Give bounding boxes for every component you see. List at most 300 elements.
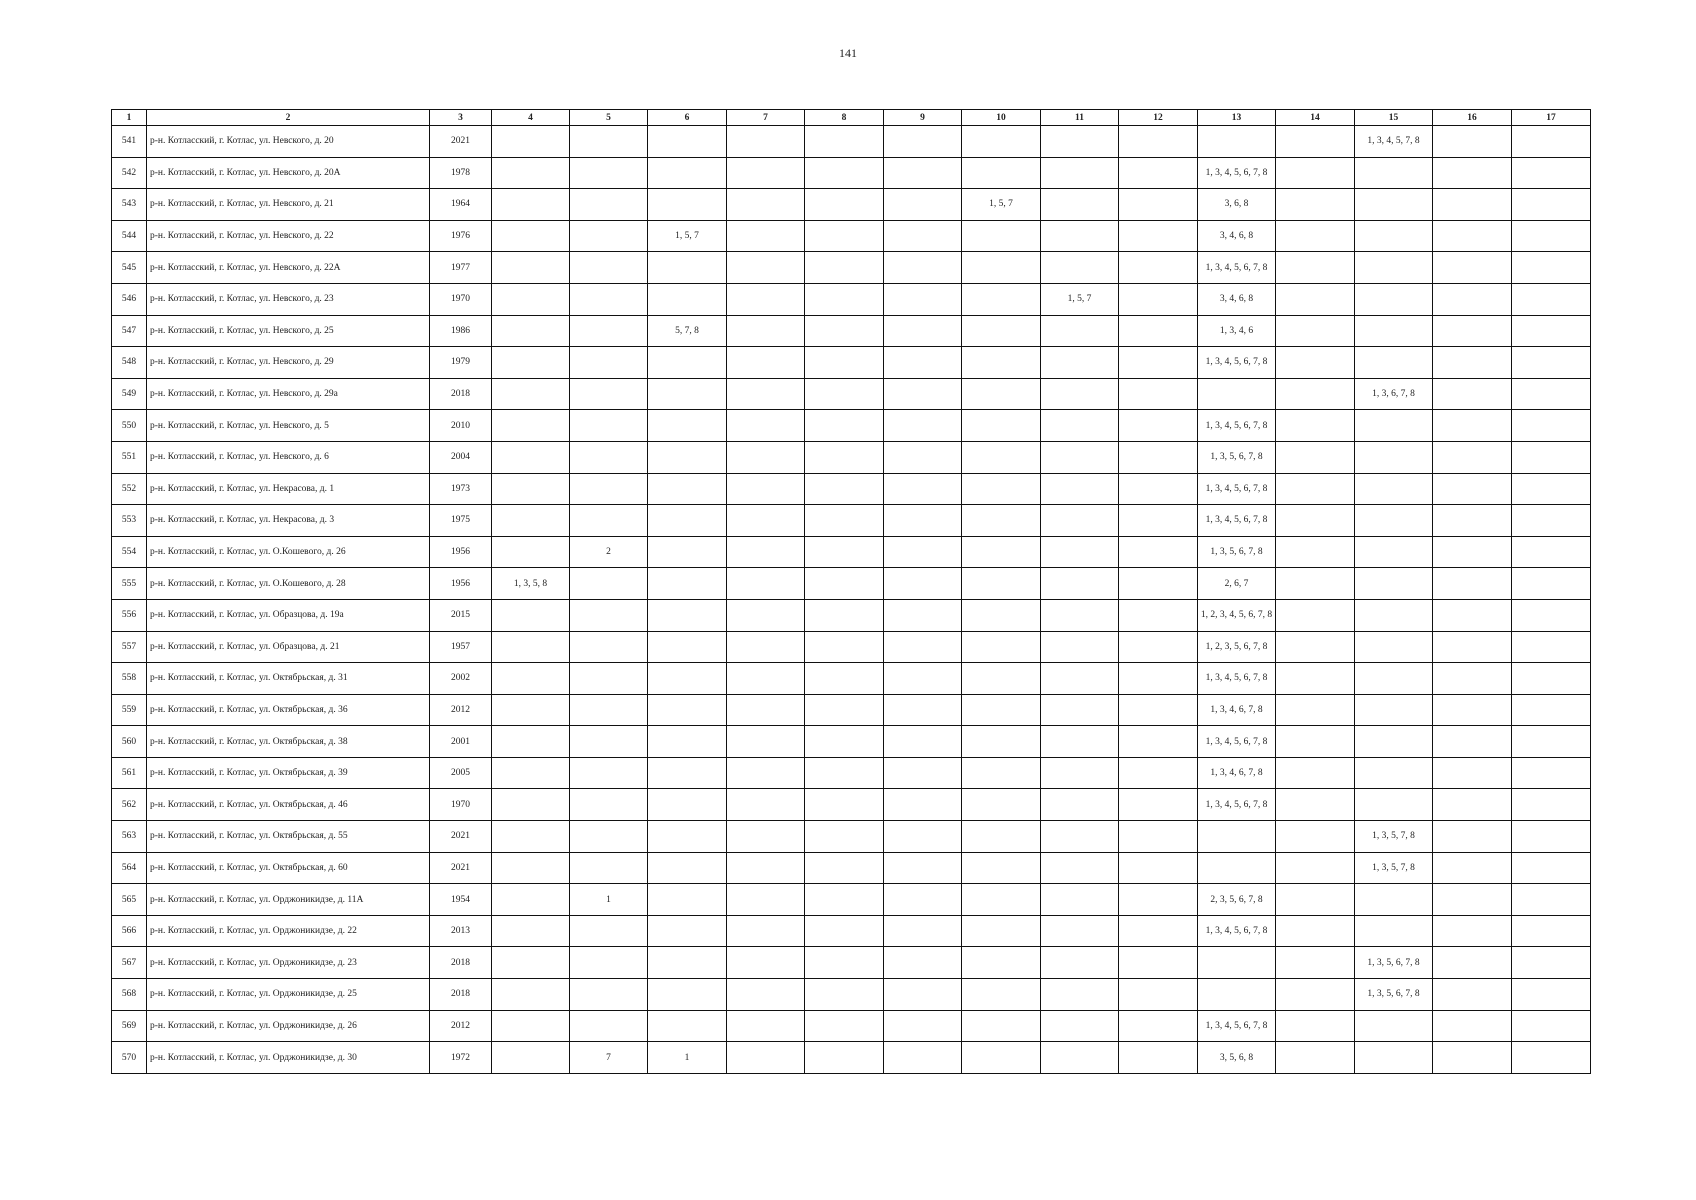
table-cell bbox=[1119, 1010, 1198, 1042]
table-cell bbox=[1433, 947, 1512, 979]
table-cell bbox=[1433, 915, 1512, 947]
column-header-17: 17 bbox=[1512, 110, 1591, 126]
table-cell bbox=[962, 157, 1041, 189]
table-cell bbox=[570, 157, 648, 189]
table-cell bbox=[1512, 631, 1591, 663]
year-cell: 2004 bbox=[430, 441, 492, 473]
table-cell bbox=[1041, 347, 1119, 379]
table-cell bbox=[727, 220, 805, 252]
table-cell bbox=[1276, 441, 1355, 473]
table-row bbox=[112, 410, 1591, 442]
table-cell bbox=[727, 410, 805, 442]
table-cell: 1, 5, 7 bbox=[1041, 283, 1119, 315]
table-cell bbox=[570, 979, 648, 1011]
table-cell bbox=[1276, 347, 1355, 379]
table-cell bbox=[1355, 505, 1433, 537]
table-cell bbox=[1119, 694, 1198, 726]
address-cell: р-н. Котласский, г. Котлас, ул. Орджоникидзе, д. 22 bbox=[147, 915, 430, 947]
table-cell bbox=[1041, 884, 1119, 916]
table-cell bbox=[1041, 1042, 1119, 1074]
table-cell bbox=[962, 536, 1041, 568]
table-cell bbox=[570, 631, 648, 663]
column-header-6: 6 bbox=[648, 110, 727, 126]
address-cell: р-н. Котласский, г. Котлас, ул. Образцова, д. 19а bbox=[147, 599, 430, 631]
table-row bbox=[112, 631, 1591, 663]
year-cell: 2021 bbox=[430, 126, 492, 158]
table-cell bbox=[1433, 568, 1512, 600]
year-cell: 2021 bbox=[430, 821, 492, 853]
row-number-cell: 569 bbox=[112, 1010, 147, 1042]
table-cell bbox=[1119, 789, 1198, 821]
table-cell bbox=[884, 536, 962, 568]
table-cell bbox=[1276, 757, 1355, 789]
address-cell: р-н. Котласский, г. Котлас, ул. Невского, д. 25 bbox=[147, 315, 430, 347]
table-cell bbox=[1433, 189, 1512, 221]
table-cell bbox=[1355, 915, 1433, 947]
table-cell bbox=[1433, 315, 1512, 347]
table-row bbox=[112, 473, 1591, 505]
table-cell bbox=[1433, 1010, 1512, 1042]
table-cell bbox=[1276, 947, 1355, 979]
table-cell bbox=[1041, 568, 1119, 600]
table-cell bbox=[1355, 536, 1433, 568]
table-cell bbox=[1355, 441, 1433, 473]
table-cell bbox=[1433, 599, 1512, 631]
table-row bbox=[112, 1042, 1591, 1074]
table-cell bbox=[805, 947, 884, 979]
row-number-cell: 566 bbox=[112, 915, 147, 947]
column-header-8: 8 bbox=[805, 110, 884, 126]
table-cell bbox=[1512, 979, 1591, 1011]
table-cell bbox=[962, 947, 1041, 979]
table-cell bbox=[492, 473, 570, 505]
row-number-cell: 568 bbox=[112, 979, 147, 1011]
table-cell bbox=[492, 1042, 570, 1074]
table-row bbox=[112, 378, 1591, 410]
table-row bbox=[112, 789, 1591, 821]
row-number-cell: 556 bbox=[112, 599, 147, 631]
table-cell bbox=[1276, 220, 1355, 252]
row-number-cell: 543 bbox=[112, 189, 147, 221]
row-number-cell: 563 bbox=[112, 821, 147, 853]
table-cell: 1 bbox=[648, 1042, 727, 1074]
year-cell: 1956 bbox=[430, 536, 492, 568]
table-cell bbox=[570, 378, 648, 410]
table-cell bbox=[1355, 473, 1433, 505]
year-cell: 1970 bbox=[430, 789, 492, 821]
table-cell bbox=[1355, 189, 1433, 221]
table-cell bbox=[884, 410, 962, 442]
table-cell bbox=[884, 631, 962, 663]
table-cell: 1, 3, 5, 8 bbox=[492, 568, 570, 600]
row-number-cell: 545 bbox=[112, 252, 147, 284]
year-cell: 1973 bbox=[430, 473, 492, 505]
column-header-11: 11 bbox=[1041, 110, 1119, 126]
table-cell bbox=[884, 1010, 962, 1042]
table-cell bbox=[962, 663, 1041, 695]
table-cell bbox=[1355, 1010, 1433, 1042]
table-cell bbox=[1119, 347, 1198, 379]
year-cell: 2001 bbox=[430, 726, 492, 758]
table-cell bbox=[570, 1010, 648, 1042]
address-cell: р-н. Котласский, г. Котлас, ул. Невского, д. 29 bbox=[147, 347, 430, 379]
table-cell bbox=[1198, 821, 1276, 853]
table-cell bbox=[570, 410, 648, 442]
table-cell bbox=[1433, 884, 1512, 916]
table-cell bbox=[1433, 126, 1512, 158]
table-cell: 1, 3, 4, 5, 6, 7, 8 bbox=[1198, 663, 1276, 695]
table-cell bbox=[1041, 726, 1119, 758]
table-cell bbox=[1433, 1042, 1512, 1074]
table-row bbox=[112, 252, 1591, 284]
table-cell bbox=[1276, 378, 1355, 410]
table-cell bbox=[648, 189, 727, 221]
table-cell bbox=[1119, 1042, 1198, 1074]
table-cell bbox=[648, 979, 727, 1011]
row-number-cell: 542 bbox=[112, 157, 147, 189]
column-header-7: 7 bbox=[727, 110, 805, 126]
row-number-cell: 554 bbox=[112, 536, 147, 568]
year-cell: 1957 bbox=[430, 631, 492, 663]
table-cell bbox=[805, 1010, 884, 1042]
table-cell bbox=[962, 505, 1041, 537]
table-cell bbox=[962, 568, 1041, 600]
table-cell bbox=[1512, 568, 1591, 600]
table-cell bbox=[962, 915, 1041, 947]
table-cell bbox=[570, 757, 648, 789]
table-cell: 1, 3, 4, 6, 7, 8 bbox=[1198, 757, 1276, 789]
table-cell bbox=[1119, 631, 1198, 663]
year-cell: 2013 bbox=[430, 915, 492, 947]
table-cell bbox=[1119, 821, 1198, 853]
table-cell bbox=[962, 1042, 1041, 1074]
table-cell bbox=[1119, 599, 1198, 631]
column-header-1: 1 bbox=[112, 110, 147, 126]
table-cell bbox=[648, 473, 727, 505]
table-cell bbox=[1512, 347, 1591, 379]
address-cell: р-н. Котласский, г. Котлас, ул. Невского, д. 20 bbox=[147, 126, 430, 158]
table-cell: 1, 3, 4, 5, 6, 7, 8 bbox=[1198, 726, 1276, 758]
table-cell bbox=[727, 252, 805, 284]
table-cell bbox=[1041, 157, 1119, 189]
table-row bbox=[112, 1010, 1591, 1042]
address-cell: р-н. Котласский, г. Котлас, ул. Октябрьская, д. 39 bbox=[147, 757, 430, 789]
table-cell bbox=[727, 1042, 805, 1074]
table-cell bbox=[805, 157, 884, 189]
table-cell bbox=[570, 599, 648, 631]
table-cell bbox=[1433, 852, 1512, 884]
table-cell bbox=[1119, 441, 1198, 473]
table-cell bbox=[492, 283, 570, 315]
table-cell bbox=[1512, 189, 1591, 221]
address-cell: р-н. Котласский, г. Котлас, ул. О.Кошевого, д. 26 bbox=[147, 536, 430, 568]
table-row bbox=[112, 347, 1591, 379]
table-cell bbox=[884, 726, 962, 758]
table-cell bbox=[1041, 220, 1119, 252]
table-cell bbox=[1198, 126, 1276, 158]
table-cell bbox=[962, 694, 1041, 726]
row-number-cell: 541 bbox=[112, 126, 147, 158]
table-cell bbox=[727, 979, 805, 1011]
table-cell bbox=[727, 126, 805, 158]
table-cell bbox=[805, 536, 884, 568]
table-cell bbox=[1512, 947, 1591, 979]
table-cell bbox=[1512, 283, 1591, 315]
address-cell: р-н. Котласский, г. Котлас, ул. Некрасова, д. 1 bbox=[147, 473, 430, 505]
table-cell bbox=[884, 599, 962, 631]
table-cell bbox=[1433, 252, 1512, 284]
address-cell: р-н. Котласский, г. Котлас, ул. Октябрьская, д. 60 bbox=[147, 852, 430, 884]
table-cell: 1, 2, 3, 4, 5, 6, 7, 8 bbox=[1198, 599, 1276, 631]
table-cell bbox=[1041, 915, 1119, 947]
table-cell bbox=[1355, 157, 1433, 189]
table-cell bbox=[884, 347, 962, 379]
table-cell bbox=[727, 821, 805, 853]
address-cell: р-н. Котласский, г. Котлас, ул. Некрасова, д. 3 bbox=[147, 505, 430, 537]
year-cell: 2005 bbox=[430, 757, 492, 789]
table-cell bbox=[805, 884, 884, 916]
table-cell bbox=[805, 378, 884, 410]
table-cell bbox=[884, 821, 962, 853]
table-cell bbox=[805, 694, 884, 726]
table-cell bbox=[1041, 979, 1119, 1011]
row-number-cell: 558 bbox=[112, 663, 147, 695]
table-cell bbox=[1041, 505, 1119, 537]
address-cell: р-н. Котласский, г. Котлас, ул. Октябрьская, д. 38 bbox=[147, 726, 430, 758]
table-cell bbox=[1512, 126, 1591, 158]
table-cell bbox=[1433, 979, 1512, 1011]
table-cell: 3, 5, 6, 8 bbox=[1198, 1042, 1276, 1074]
table-cell bbox=[1355, 726, 1433, 758]
table-cell bbox=[727, 726, 805, 758]
table-cell bbox=[1041, 631, 1119, 663]
table-cell bbox=[492, 663, 570, 695]
column-header-13: 13 bbox=[1198, 110, 1276, 126]
row-number-cell: 562 bbox=[112, 789, 147, 821]
table-row bbox=[112, 726, 1591, 758]
table-cell bbox=[805, 189, 884, 221]
table-cell bbox=[727, 915, 805, 947]
table-cell bbox=[1041, 126, 1119, 158]
table-cell bbox=[1355, 410, 1433, 442]
table-cell bbox=[1041, 1010, 1119, 1042]
table-cell bbox=[1041, 473, 1119, 505]
table-cell bbox=[648, 947, 727, 979]
table-cell bbox=[1041, 378, 1119, 410]
table-row bbox=[112, 126, 1591, 158]
table-cell bbox=[884, 126, 962, 158]
year-cell: 1956 bbox=[430, 568, 492, 600]
table-cell bbox=[570, 726, 648, 758]
table-cell bbox=[884, 979, 962, 1011]
column-header-3: 3 bbox=[430, 110, 492, 126]
table-cell bbox=[1119, 536, 1198, 568]
table-cell: 1, 3, 4, 5, 6, 7, 8 bbox=[1198, 789, 1276, 821]
table-cell: 1, 3, 5, 6, 7, 8 bbox=[1198, 536, 1276, 568]
table-row bbox=[112, 757, 1591, 789]
table-cell bbox=[492, 852, 570, 884]
column-header-14: 14 bbox=[1276, 110, 1355, 126]
table-cell bbox=[1433, 726, 1512, 758]
row-number-cell: 549 bbox=[112, 378, 147, 410]
table-cell bbox=[1276, 599, 1355, 631]
table-cell bbox=[1355, 347, 1433, 379]
table-cell bbox=[727, 789, 805, 821]
table-cell bbox=[1119, 852, 1198, 884]
table-cell bbox=[1433, 757, 1512, 789]
table-cell bbox=[884, 1042, 962, 1074]
row-number-cell: 550 bbox=[112, 410, 147, 442]
table-cell bbox=[648, 252, 727, 284]
table-cell bbox=[1119, 410, 1198, 442]
table-cell bbox=[805, 631, 884, 663]
table-cell bbox=[1355, 1042, 1433, 1074]
row-number-cell: 553 bbox=[112, 505, 147, 537]
table-row bbox=[112, 283, 1591, 315]
table-cell bbox=[1433, 347, 1512, 379]
table-cell bbox=[1276, 1042, 1355, 1074]
table-row bbox=[112, 568, 1591, 600]
table-cell bbox=[1276, 1010, 1355, 1042]
year-cell: 1976 bbox=[430, 220, 492, 252]
table-cell bbox=[962, 789, 1041, 821]
table-cell bbox=[1276, 852, 1355, 884]
table-cell bbox=[1512, 1010, 1591, 1042]
table-cell bbox=[1041, 315, 1119, 347]
table-cell bbox=[884, 789, 962, 821]
table-cell: 1, 3, 4, 6, 7, 8 bbox=[1198, 694, 1276, 726]
table-cell: 1, 3, 6, 7, 8 bbox=[1355, 378, 1433, 410]
table-cell bbox=[570, 473, 648, 505]
table-cell bbox=[648, 757, 727, 789]
table-cell bbox=[1276, 726, 1355, 758]
table-cell bbox=[805, 220, 884, 252]
table-cell bbox=[1119, 315, 1198, 347]
table-cell bbox=[805, 473, 884, 505]
table-cell bbox=[727, 536, 805, 568]
table-cell bbox=[1512, 441, 1591, 473]
table-cell bbox=[884, 915, 962, 947]
year-cell: 1978 bbox=[430, 157, 492, 189]
table-cell bbox=[727, 663, 805, 695]
table-cell bbox=[727, 283, 805, 315]
table-cell bbox=[805, 789, 884, 821]
table-cell bbox=[884, 663, 962, 695]
row-number-cell: 570 bbox=[112, 1042, 147, 1074]
table-cell bbox=[884, 473, 962, 505]
table-cell bbox=[1276, 157, 1355, 189]
table-cell bbox=[1276, 315, 1355, 347]
table-cell bbox=[1433, 378, 1512, 410]
table-cell bbox=[884, 378, 962, 410]
table-cell bbox=[492, 315, 570, 347]
table-cell: 1, 3, 4, 5, 6, 7, 8 bbox=[1198, 157, 1276, 189]
table-row bbox=[112, 505, 1591, 537]
table-cell bbox=[962, 979, 1041, 1011]
table-cell bbox=[1276, 252, 1355, 284]
table-cell bbox=[570, 694, 648, 726]
year-cell: 1972 bbox=[430, 1042, 492, 1074]
table-cell bbox=[570, 915, 648, 947]
table-cell bbox=[1041, 757, 1119, 789]
table-cell: 7 bbox=[570, 1042, 648, 1074]
table-cell: 2, 3, 5, 6, 7, 8 bbox=[1198, 884, 1276, 916]
table-cell bbox=[805, 979, 884, 1011]
table-cell bbox=[1512, 821, 1591, 853]
table-cell bbox=[1355, 663, 1433, 695]
table-cell bbox=[1433, 473, 1512, 505]
table-cell bbox=[1276, 663, 1355, 695]
table-cell: 1, 5, 7 bbox=[648, 220, 727, 252]
table-row bbox=[112, 157, 1591, 189]
table-cell bbox=[570, 283, 648, 315]
table-cell bbox=[1119, 157, 1198, 189]
address-cell: р-н. Котласский, г. Котлас, ул. Невского, д. 5 bbox=[147, 410, 430, 442]
table-cell bbox=[648, 852, 727, 884]
table-cell bbox=[570, 252, 648, 284]
table-cell bbox=[1041, 947, 1119, 979]
table-cell bbox=[727, 505, 805, 537]
table-cell: 1, 3, 5, 6, 7, 8 bbox=[1355, 979, 1433, 1011]
table-cell bbox=[884, 694, 962, 726]
table-cell bbox=[1119, 947, 1198, 979]
table-cell bbox=[1512, 505, 1591, 537]
table-cell bbox=[1276, 410, 1355, 442]
table-cell bbox=[1512, 694, 1591, 726]
table-cell bbox=[1276, 631, 1355, 663]
table-cell bbox=[492, 1010, 570, 1042]
address-cell: р-н. Котласский, г. Котлас, ул. Орджоникидзе, д. 30 bbox=[147, 1042, 430, 1074]
row-number-cell: 567 bbox=[112, 947, 147, 979]
address-cell: р-н. Котласский, г. Котлас, ул. Невского, д. 22 bbox=[147, 220, 430, 252]
table-cell bbox=[962, 852, 1041, 884]
table-cell bbox=[884, 157, 962, 189]
table-cell bbox=[1119, 568, 1198, 600]
row-number-cell: 546 bbox=[112, 283, 147, 315]
table-cell bbox=[805, 726, 884, 758]
table-cell bbox=[492, 599, 570, 631]
table-cell: 1, 2, 3, 5, 6, 7, 8 bbox=[1198, 631, 1276, 663]
table-cell bbox=[492, 915, 570, 947]
address-cell: р-н. Котласский, г. Котлас, ул. Октябрьская, д. 31 bbox=[147, 663, 430, 695]
table-cell bbox=[1512, 663, 1591, 695]
table-cell bbox=[570, 852, 648, 884]
table-cell bbox=[805, 441, 884, 473]
table-cell bbox=[1276, 536, 1355, 568]
table-cell: 1, 3, 4, 5, 6, 7, 8 bbox=[1198, 252, 1276, 284]
year-cell: 1977 bbox=[430, 252, 492, 284]
table-cell bbox=[648, 126, 727, 158]
table-cell bbox=[1276, 505, 1355, 537]
table-cell bbox=[1433, 821, 1512, 853]
table-cell: 1, 3, 4, 5, 6, 7, 8 bbox=[1198, 1010, 1276, 1042]
table-cell: 1, 3, 5, 7, 8 bbox=[1355, 852, 1433, 884]
table-cell bbox=[492, 126, 570, 158]
table-cell bbox=[648, 283, 727, 315]
address-cell: р-н. Котласский, г. Котлас, ул. Невского, д. 23 bbox=[147, 283, 430, 315]
table-row bbox=[112, 694, 1591, 726]
table-cell bbox=[1355, 568, 1433, 600]
table-row bbox=[112, 663, 1591, 695]
table-cell bbox=[805, 757, 884, 789]
table-row bbox=[112, 441, 1591, 473]
table-cell bbox=[570, 789, 648, 821]
table-cell bbox=[805, 347, 884, 379]
table-cell bbox=[1433, 663, 1512, 695]
year-cell: 1954 bbox=[430, 884, 492, 916]
table-cell bbox=[1119, 663, 1198, 695]
table-cell bbox=[492, 947, 570, 979]
